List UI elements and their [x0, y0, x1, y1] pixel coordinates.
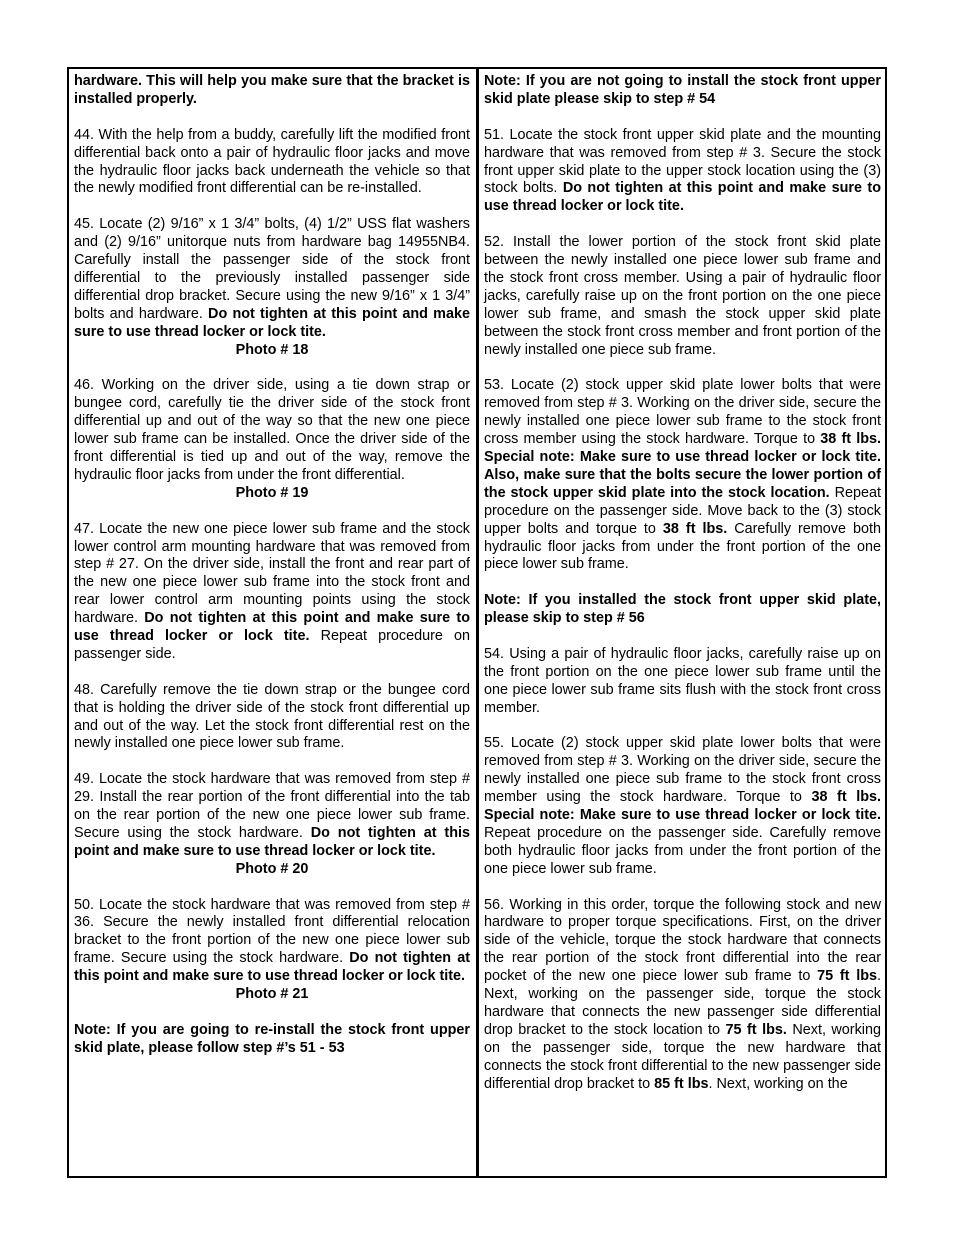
step-49-text: 49. Locate the stock hardware that was removed from step # 29. Install the rear portion of the front differential into the tab on the rear portion of the new one piece lower sub frame. Secure using the stock hardware. [74, 771, 470, 841]
step-45-text: 45. Locate (2) 9/16” x 1 3/4” bolts, (4) 1/2” USS flat washers and (2) 9/16” unitorque nuts from hardware bag 14955NB4. Carefully install the passenger side of the stock front differential to the previously installed passenger side differential drop bracket. Secure using the new 9/16” x 1 3/4” bolts and hardware. [74, 216, 470, 322]
step-45-warning: Do not tighten at this point and make sure to use thread locker or lock tite. [74, 305, 470, 340]
paragraph-continuation: hardware. This will help you make sure that the bracket is installed properly. [74, 73, 470, 107]
step-53-text-end: Carefully remove both hydraulic floor jacks from under the front portion of the one piece lower sub frame. [484, 520, 881, 573]
photo-ref-18: Photo # 18 [235, 341, 309, 358]
step-51-warning: Do not tighten at this point and make sure to use thread locker or lock tite. [484, 180, 881, 215]
step-56-text-2: . Next, working on the passenger side, torque the stock hardware that connects the new passenger side differential drop bracket to the stock location to [484, 968, 881, 1038]
photo-ref-19: Photo # 19 [235, 484, 309, 501]
step-56 [484, 897, 881, 1094]
note-reinstall-skid-plate: Note: If you are going to re-install the stock front upper skid plate, please follow step #’s 51 - 53 [74, 1021, 470, 1056]
step-55-text: 55. Locate (2) stock upper skid plate lower bolts that were removed from step # 3. Working on the driver side, secure the newly installed one piece sub frame to the stock front cross member using the stock hardware. Torque to [484, 735, 881, 806]
left-column [69, 69, 479, 1176]
step-46: 46. Working on the driver side, using a tie down strap or bungee cord, carefully tie the driver side of the stock front differential up and out of the way so that the new one piece lower sub frame can be installed. Once the driver side of the front differential is tied up and out of the way, remove the hydraulic floor jacks from under the front differential. [74, 377, 470, 483]
step-56-text: 56. Working in this order, torque the following stock and new hardware to proper torque specifications. First, on the driver side of the vehicle, torque the stock hardware that connects the rear portion of the stock front differential into the rear pocket of the new one piece lower sub frame to [484, 896, 881, 985]
step-55-text-end: Repeat procedure on the passenger side. Carefully remove both hydraulic floor jacks from under the front portion of the one piece lower sub frame. [484, 824, 881, 877]
step-47-text-end: Repeat procedure on passenger side. [74, 628, 470, 662]
step-48: 48. Carefully remove the tie down strap or the bungee cord that is holding the driver side of the stock front differential up and out of the way. Let the stock front differential rest on the newly installed one piece lower sub frame. [74, 681, 470, 752]
step-49 [74, 771, 470, 861]
step-56-text-end: . Next, working on the [708, 1075, 848, 1092]
step-49-warning: Do not tighten at this point and make sure to use thread locker or lock tite. [74, 824, 470, 859]
step-56-torque-2: 75 ft lbs. [725, 1021, 787, 1038]
step-44: 44. With the help from a buddy, carefully lift the modified front differential back onto a pair of hydraulic floor jacks and move the hydraulic floor jacks back underneath the vehicle so that the newly modified front differential can be re-installed. [74, 126, 470, 197]
step-50 [74, 897, 470, 987]
step-45 [74, 216, 470, 341]
step-56-text-3: Next, working on the passenger side, torque the new hardware that connects the stock front differential to the new passenger side differential drop bracket to [484, 1021, 882, 1092]
step-53 [484, 377, 881, 574]
step-53-torque-note: 38 ft lbs. Special note: Make sure to use thread locker or lock tite. Also, make sure that the bolts secure the lower portion of the stock upper skid plate into the stock location. [484, 431, 881, 501]
photo-ref-21: Photo # 21 [235, 986, 309, 1003]
right-column [479, 69, 885, 1176]
step-47-warning: Do not tighten at this point and make sure to use thread locker or lock tite. [74, 610, 470, 645]
step-50-text: 50. Locate the stock hardware that was removed from step # 36. Secure the newly installed front differential relocation bracket to the front portion of the new one piece lower sub frame. Secure using the stock hardware. [74, 896, 470, 967]
step-55 [484, 735, 881, 878]
step-52: 52. Install the lower portion of the stock front skid plate between the newly installed one piece lower sub frame and the stock front cross member. Using a pair of hydraulic floor jacks, carefully raise up on the front portion on the one piece lower sub frame, and smash the stock upper skid plate between the stock front cross member and front portion of the newly installed one piece sub frame. [484, 234, 881, 358]
step-53-text-mid: Repeat procedure on the passenger side. Move back to the (3) stock upper bolts and torque to [484, 484, 881, 537]
step-53-torque: 38 ft lbs. [662, 520, 728, 537]
step-51-text: 51. Locate the stock front upper skid plate and the mounting hardware that was removed from step # 3. Secure the stock front upper skid plate to the upper stock location using the (3) stock bolts. [484, 126, 881, 197]
step-53-text: 53. Locate (2) stock upper skid plate lower bolts that were removed from step # 3. Working on the driver side, secure the newly installed one piece lower sub frame to the stock front cross member using the stock hardware. Torque to [484, 377, 881, 448]
note-skip-to-56: Note: If you installed the stock front upper skid plate, please skip to step # 56 [484, 592, 881, 627]
step-47 [74, 521, 470, 664]
instruction-table [67, 67, 887, 1178]
step-55-torque-note: 38 ft lbs. Special note: Make sure to use thread locker or lock tite. [484, 789, 881, 824]
photo-ref-20: Photo # 20 [235, 860, 309, 877]
step-56-torque-1: 75 ft lbs [817, 968, 877, 985]
note-skip-to-54: Note: If you are not going to install the stock front upper skid plate please skip to step # 54 [484, 73, 881, 107]
step-54: 54. Using a pair of hydraulic floor jacks, carefully raise up on the front portion on the one piece lower sub frame until the one piece lower sub frame sits flush with the stock front cross member. [484, 645, 881, 716]
step-56-torque-3: 85 ft lbs [654, 1075, 709, 1092]
step-51 [484, 127, 881, 217]
step-50-warning: Do not tighten at this point and make sure to use thread locker or lock tite. [74, 950, 470, 985]
step-47-text: 47. Locate the new one piece lower sub frame and the stock lower control arm mounting hardware that was removed from step # 27. On the driver side, install the front and rear part of the new one piece lower sub frame into the stock front and rear lower control arm mounting points using the stock hardware. [74, 520, 470, 627]
